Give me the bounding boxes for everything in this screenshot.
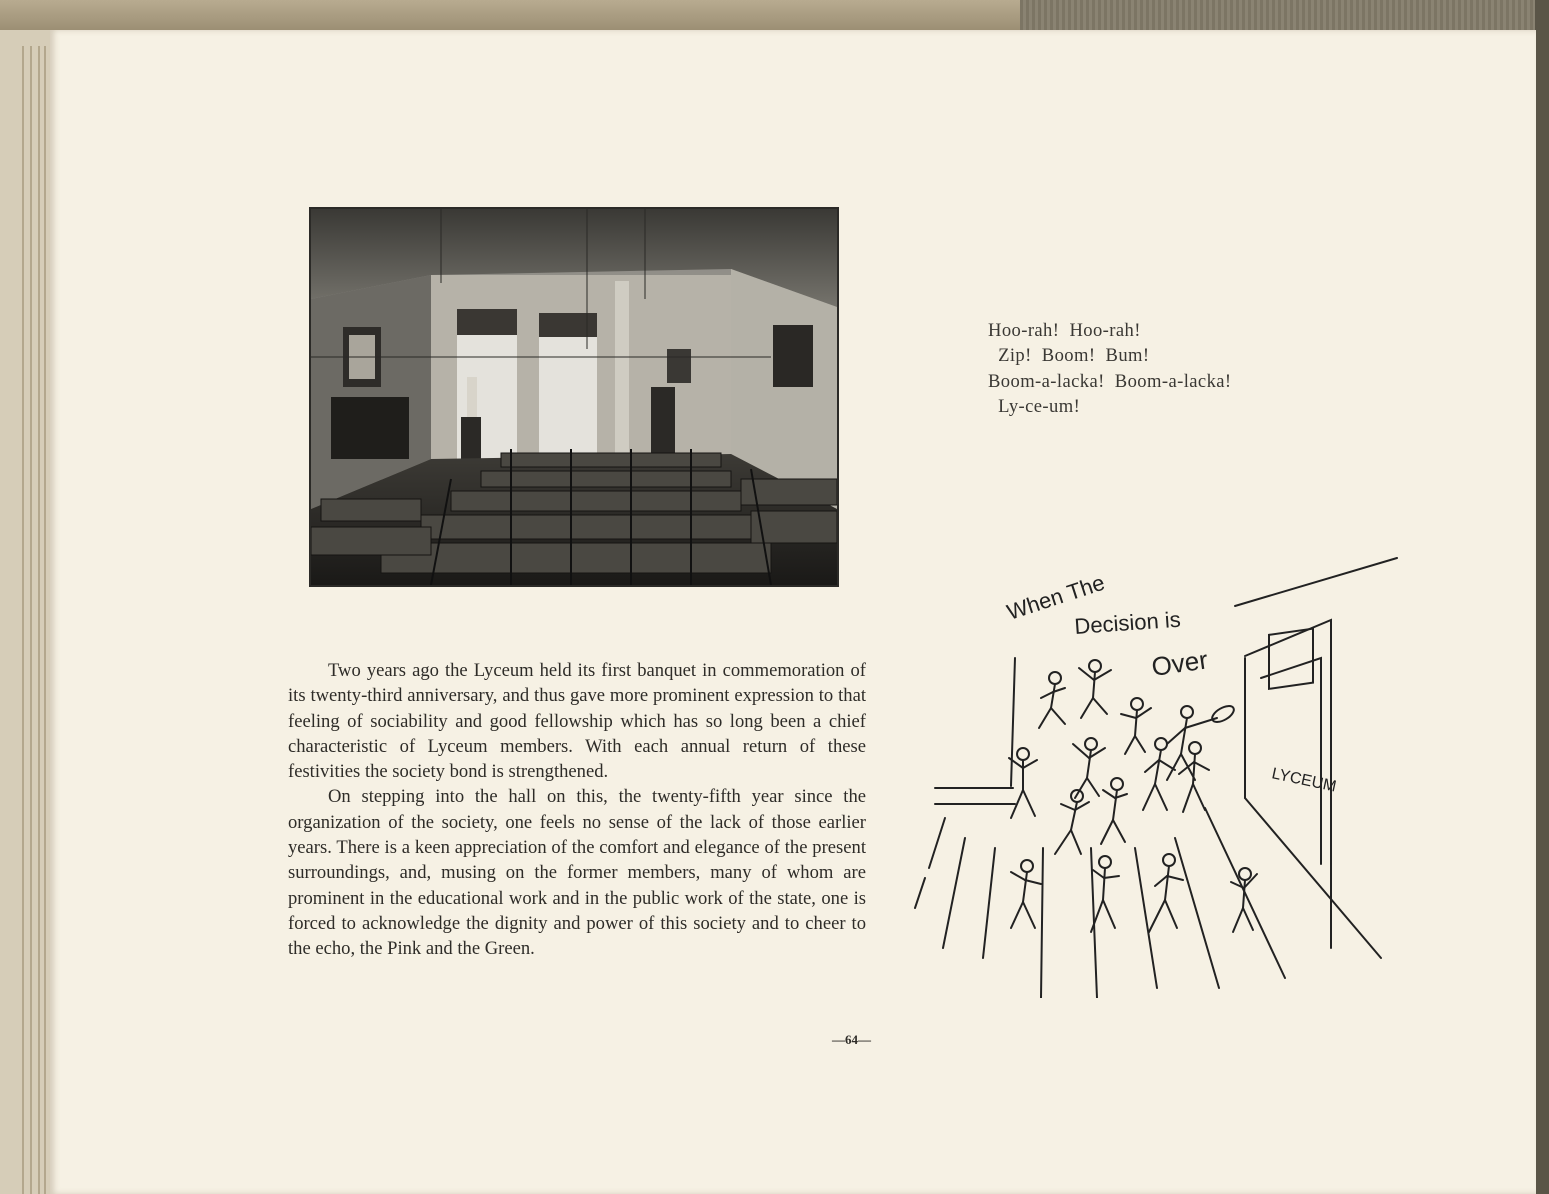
cartoon-caption: When The — [1003, 569, 1108, 625]
paragraph: On stepping into the hall on this, the twenty-fifth year since the organization of the society, one feels no sense of the lack of those earlier years. There is a keen appreciation of the comfort and elegance of the present surroundings, and, musing on the former members, many of whom are prominent in the educational work and in the public work of the state, one is forced to acknowledge the dignity and power of this society and to cheer to the echo, the Pink and the Green. — [288, 786, 866, 960]
body-text — [288, 658, 866, 962]
page-number: —64— — [832, 1032, 871, 1047]
page-edge-line — [44, 46, 46, 1194]
book-cover-cloth — [1020, 0, 1549, 30]
lyceum-hall-photo — [309, 207, 839, 587]
lyceum-yell — [988, 318, 1232, 419]
book-spine — [1535, 0, 1549, 1194]
cartoon-caption: Over — [1149, 644, 1210, 682]
door-sign: LYCEUM — [1270, 765, 1338, 796]
cartoon-caption: Decision is — [1073, 606, 1182, 639]
decision-cartoon — [905, 548, 1405, 998]
yell-line: Zip! Boom! Bum! — [988, 345, 1150, 367]
page-edge-line — [30, 46, 32, 1194]
paragraph: Two years ago the Lyceum held its first banquet in commemoration of its twenty-third anniversary, and thus gave more prominent expression to that feeling of sociability and good fellowship which has so long been a chief characteristic of Lyceum members. With each annual return of these festivities the society bond is strengthened. — [288, 660, 866, 783]
yell-line: Boom-a-lacka! Boom-a-lacka! — [988, 370, 1232, 392]
page-edge-line — [22, 46, 24, 1194]
yell-line: Ly-ce-um! — [988, 395, 1081, 417]
page-edge-line — [38, 46, 40, 1194]
yell-line: Hoo-rah! Hoo-rah! — [988, 320, 1141, 341]
